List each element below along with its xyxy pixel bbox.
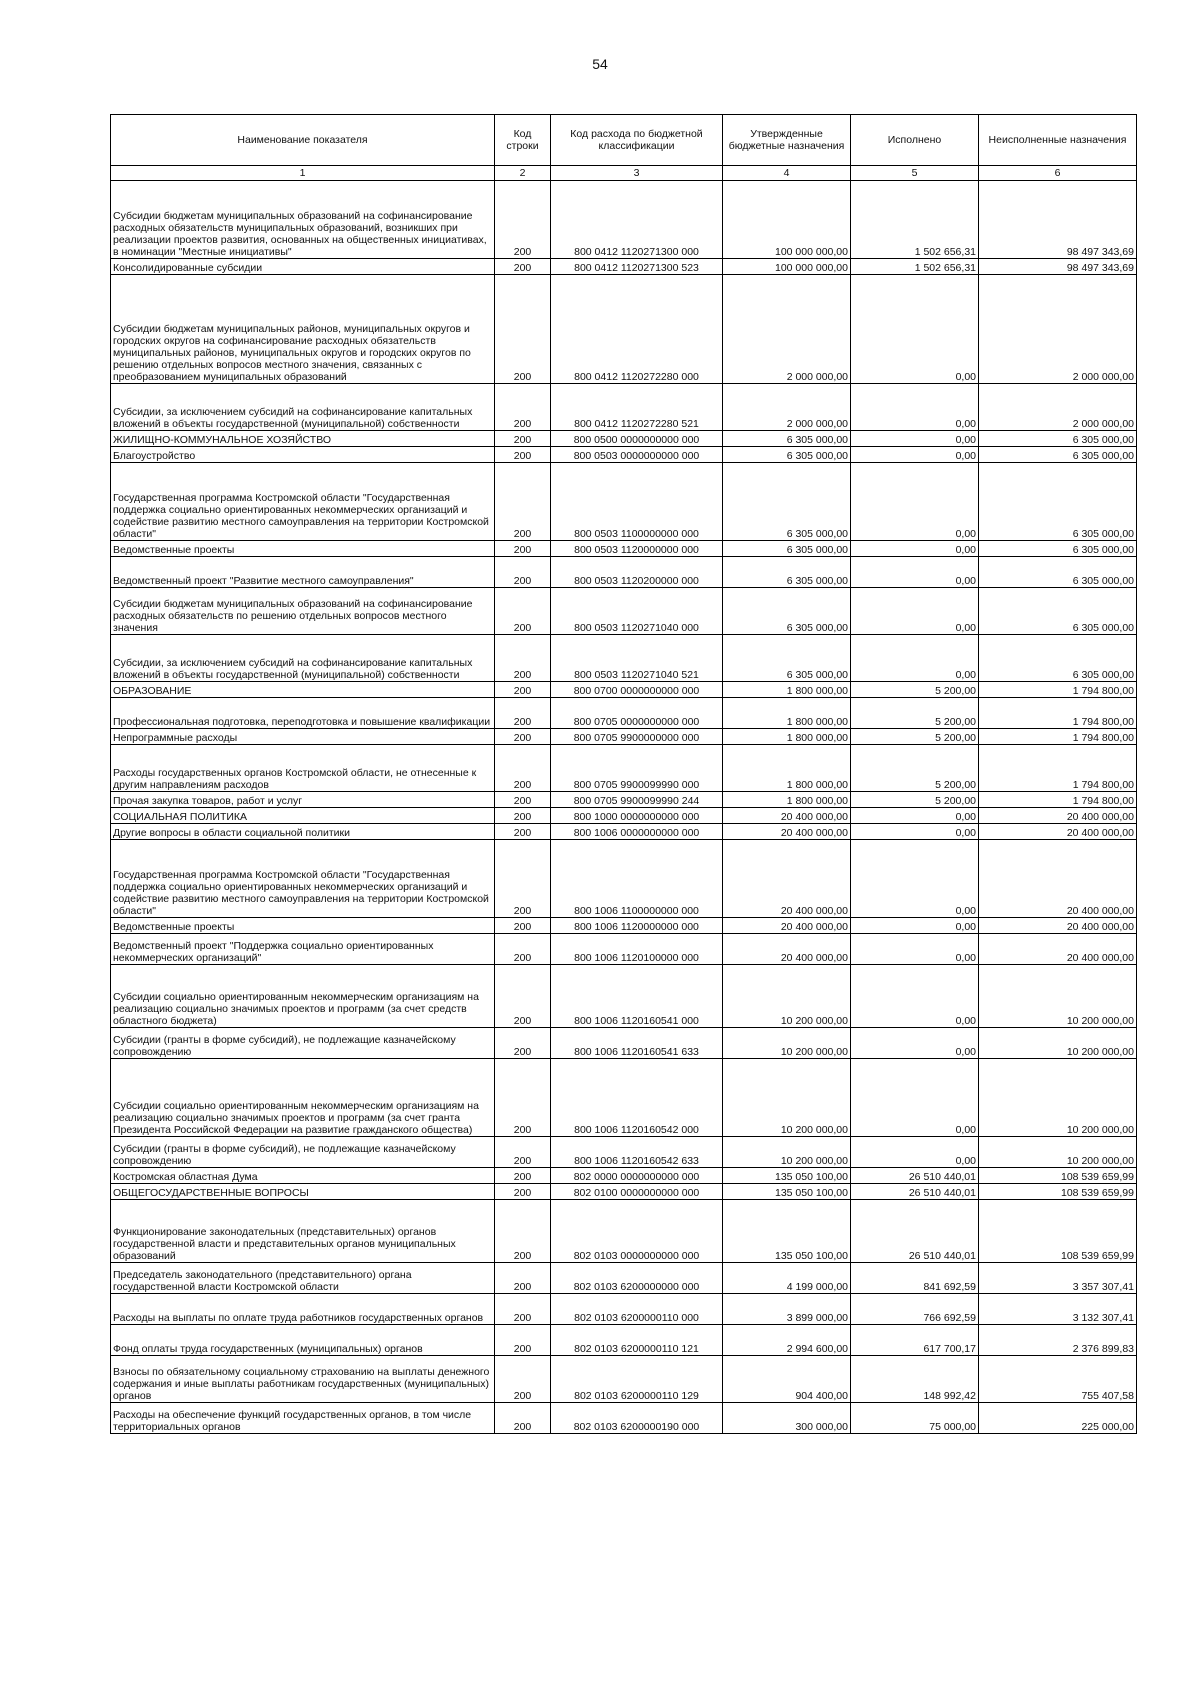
table-row	[111, 588, 1137, 635]
row-unexecuted: 1 794 800,00	[979, 745, 1137, 792]
row-executed: 617 700,17	[851, 1325, 979, 1356]
row-budget-code: 800 0503 1120200000 000	[551, 557, 723, 588]
row-executed: 0,00	[851, 808, 979, 824]
row-approved: 10 200 000,00	[723, 1059, 851, 1137]
page-number: 54	[592, 56, 608, 72]
row-name: Расходы на выплаты по оплате труда работников государственных органов	[111, 1294, 495, 1325]
table-row	[111, 682, 1137, 698]
row-executed: 841 692,59	[851, 1263, 979, 1294]
row-approved: 135 050 100,00	[723, 1184, 851, 1200]
row-budget-code: 800 0705 9900099990 244	[551, 792, 723, 808]
row-budget-code: 800 0503 1120271040 521	[551, 635, 723, 682]
row-line-code: 200	[495, 1263, 551, 1294]
row-unexecuted: 3 132 307,41	[979, 1294, 1137, 1325]
row-unexecuted: 10 200 000,00	[979, 965, 1137, 1028]
table-row	[111, 698, 1137, 729]
row-executed: 0,00	[851, 635, 979, 682]
row-name: Взносы по обязательному социальному страхованию на выплаты денежного содержания и иные выплаты работникам государственных (муниципальных) органов	[111, 1356, 495, 1403]
row-executed: 0,00	[851, 824, 979, 840]
table-row	[111, 808, 1137, 824]
row-line-code: 200	[495, 557, 551, 588]
header-row	[111, 115, 1137, 166]
row-budget-code: 800 1006 1100000000 000	[551, 840, 723, 918]
row-approved: 1 800 000,00	[723, 682, 851, 698]
table-row	[111, 1263, 1137, 1294]
row-name: Субсидии, за исключением субсидий на софинансирование капитальных вложений в объекты государственной (муниципальной) собственности	[111, 384, 495, 431]
row-name: Ведомственные проекты	[111, 918, 495, 934]
row-name: Субсидии, за исключением субсидий на софинансирование капитальных вложений в объекты государственной (муниципальной) собственности	[111, 635, 495, 682]
row-unexecuted: 10 200 000,00	[979, 1028, 1137, 1059]
row-executed: 26 510 440,01	[851, 1184, 979, 1200]
row-budget-code: 802 0103 6200000110 129	[551, 1356, 723, 1403]
row-line-code: 200	[495, 824, 551, 840]
row-unexecuted: 3 357 307,41	[979, 1263, 1137, 1294]
row-line-code: 200	[495, 635, 551, 682]
row-budget-code: 800 0503 1120000000 000	[551, 541, 723, 557]
row-approved: 3 899 000,00	[723, 1294, 851, 1325]
row-budget-code: 802 0103 6200000110 000	[551, 1294, 723, 1325]
row-line-code: 200	[495, 1168, 551, 1184]
row-executed: 26 510 440,01	[851, 1200, 979, 1263]
table-row	[111, 1200, 1137, 1263]
header-line-code: Код строки	[495, 115, 551, 166]
budget-execution-table	[110, 114, 1137, 1434]
row-approved: 300 000,00	[723, 1403, 851, 1434]
row-budget-code: 802 0103 6200000000 000	[551, 1263, 723, 1294]
row-line-code: 200	[495, 934, 551, 965]
row-executed: 0,00	[851, 1137, 979, 1168]
table-row	[111, 1168, 1137, 1184]
row-budget-code: 802 0100 0000000000 000	[551, 1184, 723, 1200]
row-budget-code: 800 0412 1120271300 000	[551, 181, 723, 259]
row-approved: 6 305 000,00	[723, 447, 851, 463]
row-line-code: 200	[495, 1356, 551, 1403]
row-executed: 0,00	[851, 1028, 979, 1059]
row-line-code: 200	[495, 1200, 551, 1263]
row-executed: 5 200,00	[851, 745, 979, 792]
row-approved: 20 400 000,00	[723, 824, 851, 840]
row-approved: 2 000 000,00	[723, 275, 851, 384]
row-executed: 1 502 656,31	[851, 259, 979, 275]
row-approved: 6 305 000,00	[723, 635, 851, 682]
table-row	[111, 1403, 1137, 1434]
row-budget-code: 802 0000 0000000000 000	[551, 1168, 723, 1184]
row-budget-code: 802 0103 0000000000 000	[551, 1200, 723, 1263]
row-line-code: 200	[495, 698, 551, 729]
row-budget-code: 800 0705 9900000000 000	[551, 729, 723, 745]
row-approved: 6 305 000,00	[723, 541, 851, 557]
row-executed: 0,00	[851, 918, 979, 934]
table-row	[111, 181, 1137, 259]
row-approved: 6 305 000,00	[723, 557, 851, 588]
row-unexecuted: 20 400 000,00	[979, 840, 1137, 918]
column-number: 2	[495, 166, 551, 181]
row-executed: 0,00	[851, 588, 979, 635]
row-name: Благоустройство	[111, 447, 495, 463]
row-executed: 0,00	[851, 447, 979, 463]
table-row	[111, 1137, 1137, 1168]
row-unexecuted: 6 305 000,00	[979, 447, 1137, 463]
row-budget-code: 800 1006 1120160542 633	[551, 1137, 723, 1168]
table-row	[111, 463, 1137, 541]
row-budget-code: 800 1006 1120160541 000	[551, 965, 723, 1028]
row-budget-code: 800 1006 1120000000 000	[551, 918, 723, 934]
row-budget-code: 800 1006 0000000000 000	[551, 824, 723, 840]
row-line-code: 200	[495, 181, 551, 259]
row-approved: 20 400 000,00	[723, 840, 851, 918]
row-name: ОБЩЕГОСУДАРСТВЕННЫЕ ВОПРОСЫ	[111, 1184, 495, 1200]
row-budget-code: 800 0503 1120271040 000	[551, 588, 723, 635]
row-unexecuted: 98 497 343,69	[979, 181, 1137, 259]
row-line-code: 200	[495, 682, 551, 698]
row-unexecuted: 108 539 659,99	[979, 1168, 1137, 1184]
row-executed: 5 200,00	[851, 698, 979, 729]
row-name: Непрограммные расходы	[111, 729, 495, 745]
row-unexecuted: 6 305 000,00	[979, 557, 1137, 588]
row-budget-code: 800 0503 0000000000 000	[551, 447, 723, 463]
row-executed: 0,00	[851, 934, 979, 965]
table-row	[111, 1184, 1137, 1200]
table-row	[111, 557, 1137, 588]
row-name: Костромская областная Дума	[111, 1168, 495, 1184]
row-line-code: 200	[495, 792, 551, 808]
table-row	[111, 965, 1137, 1028]
row-name: Государственная программа Костромской области "Государственная поддержка социально ориентированных некоммерческих организаций и содействие развитию местного самоуправления на территории Костромской области"	[111, 463, 495, 541]
column-number-row	[111, 166, 1137, 181]
row-approved: 6 305 000,00	[723, 431, 851, 447]
table-row	[111, 792, 1137, 808]
row-unexecuted: 755 407,58	[979, 1356, 1137, 1403]
row-unexecuted: 1 794 800,00	[979, 792, 1137, 808]
table-row	[111, 745, 1137, 792]
row-name: Прочая закупка товаров, работ и услуг	[111, 792, 495, 808]
header-budget-code: Код расхода по бюджетной классификации	[551, 115, 723, 166]
row-approved: 904 400,00	[723, 1356, 851, 1403]
row-unexecuted: 1 794 800,00	[979, 698, 1137, 729]
row-unexecuted: 2 376 899,83	[979, 1325, 1137, 1356]
row-approved: 20 400 000,00	[723, 918, 851, 934]
table-row	[111, 635, 1137, 682]
table-row	[111, 1294, 1137, 1325]
row-line-code: 200	[495, 431, 551, 447]
row-executed: 26 510 440,01	[851, 1168, 979, 1184]
table-row	[111, 840, 1137, 918]
row-line-code: 200	[495, 541, 551, 557]
row-name: Ведомственный проект "Развитие местного самоуправления"	[111, 557, 495, 588]
row-budget-code: 800 0412 1120272280 521	[551, 384, 723, 431]
row-approved: 1 800 000,00	[723, 698, 851, 729]
row-unexecuted: 6 305 000,00	[979, 635, 1137, 682]
row-approved: 1 800 000,00	[723, 745, 851, 792]
row-executed: 1 502 656,31	[851, 181, 979, 259]
row-line-code: 200	[495, 1184, 551, 1200]
column-number: 4	[723, 166, 851, 181]
row-line-code: 200	[495, 729, 551, 745]
table-row	[111, 259, 1137, 275]
row-unexecuted: 6 305 000,00	[979, 588, 1137, 635]
row-approved: 10 200 000,00	[723, 1028, 851, 1059]
row-name: Расходы государственных органов Костромской области, не отнесенные к другим направлениям расходов	[111, 745, 495, 792]
row-approved: 100 000 000,00	[723, 181, 851, 259]
row-line-code: 200	[495, 463, 551, 541]
row-executed: 0,00	[851, 463, 979, 541]
row-budget-code: 800 0705 0000000000 000	[551, 698, 723, 729]
table-row	[111, 824, 1137, 840]
row-approved: 20 400 000,00	[723, 808, 851, 824]
row-budget-code: 800 1006 1120160542 000	[551, 1059, 723, 1137]
header-executed: Исполнено	[851, 115, 979, 166]
table-row	[111, 541, 1137, 557]
row-budget-code: 800 1006 1120160541 633	[551, 1028, 723, 1059]
table-row	[111, 729, 1137, 745]
row-executed: 0,00	[851, 965, 979, 1028]
row-unexecuted: 2 000 000,00	[979, 384, 1137, 431]
row-executed: 148 992,42	[851, 1356, 979, 1403]
row-name: Председатель законодательного (представительного) органа государственной власти Костромской области	[111, 1263, 495, 1294]
row-approved: 4 199 000,00	[723, 1263, 851, 1294]
row-budget-code: 800 0412 1120271300 523	[551, 259, 723, 275]
row-unexecuted: 108 539 659,99	[979, 1200, 1137, 1263]
row-unexecuted: 20 400 000,00	[979, 824, 1137, 840]
row-unexecuted: 10 200 000,00	[979, 1059, 1137, 1137]
row-line-code: 200	[495, 808, 551, 824]
row-name: Субсидии (гранты в форме субсидий), не подлежащие казначейскому сопровождению	[111, 1137, 495, 1168]
row-line-code: 200	[495, 1403, 551, 1434]
row-name: Субсидии социально ориентированным некоммерческим организациям на реализацию социально значимых проектов и программ (за счет гранта Президента Российской Федерации на развитие гражданского общества)	[111, 1059, 495, 1137]
row-unexecuted: 6 305 000,00	[979, 541, 1137, 557]
column-number: 6	[979, 166, 1137, 181]
column-number: 5	[851, 166, 979, 181]
row-executed: 5 200,00	[851, 682, 979, 698]
row-name: Субсидии бюджетам муниципальных образований на софинансирование расходных обязательств муниципальных образований, возникших при реализации проектов развития, основанных на общественных инициативах, в номинации "Местные инициативы"	[111, 181, 495, 259]
row-name: Консолидированные субсидии	[111, 259, 495, 275]
row-approved: 10 200 000,00	[723, 1137, 851, 1168]
row-name: Функционирование законодательных (представительных) органов государственной власти и представительных органов муниципальных образований	[111, 1200, 495, 1263]
table-row	[111, 1356, 1137, 1403]
row-approved: 6 305 000,00	[723, 463, 851, 541]
row-line-code: 200	[495, 1059, 551, 1137]
row-approved: 20 400 000,00	[723, 934, 851, 965]
table-row	[111, 447, 1137, 463]
header-unexecuted: Неисполненные назначения	[979, 115, 1137, 166]
row-budget-code: 800 0503 1100000000 000	[551, 463, 723, 541]
column-number: 3	[551, 166, 723, 181]
row-name: Расходы на обеспечение функций государственных органов, в том числе территориальных органов	[111, 1403, 495, 1434]
row-name: Ведомственные проекты	[111, 541, 495, 557]
row-name: Субсидии (гранты в форме субсидий), не подлежащие казначейскому сопровождению	[111, 1028, 495, 1059]
row-name: Ведомственный проект "Поддержка социально ориентированных некоммерческих организаций"	[111, 934, 495, 965]
row-line-code: 200	[495, 840, 551, 918]
row-name: ОБРАЗОВАНИЕ	[111, 682, 495, 698]
row-name: Субсидии бюджетам муниципальных районов, муниципальных округов и городских округов на софинансирование расходных обязательств муниципальных районов, муниципальных округов и городских округов по решению отдельных вопросов местного значения, связанных с преобразованием муниципальных образований	[111, 275, 495, 384]
row-executed: 0,00	[851, 541, 979, 557]
row-approved: 2 000 000,00	[723, 384, 851, 431]
row-unexecuted: 6 305 000,00	[979, 463, 1137, 541]
row-name: СОЦИАЛЬНАЯ ПОЛИТИКА	[111, 808, 495, 824]
row-name: Субсидии бюджетам муниципальных образований на софинансирование расходных обязательств по решению отдельных вопросов местного значения	[111, 588, 495, 635]
row-approved: 135 050 100,00	[723, 1200, 851, 1263]
row-unexecuted: 1 794 800,00	[979, 729, 1137, 745]
row-budget-code: 800 1006 1120100000 000	[551, 934, 723, 965]
row-unexecuted: 20 400 000,00	[979, 808, 1137, 824]
row-line-code: 200	[495, 588, 551, 635]
row-name: Профессиональная подготовка, переподготовка и повышение квалификации	[111, 698, 495, 729]
row-unexecuted: 225 000,00	[979, 1403, 1137, 1434]
row-approved: 1 800 000,00	[723, 792, 851, 808]
row-line-code: 200	[495, 447, 551, 463]
row-line-code: 200	[495, 384, 551, 431]
row-executed: 0,00	[851, 557, 979, 588]
row-line-code: 200	[495, 1325, 551, 1356]
table-row	[111, 1028, 1137, 1059]
table-row	[111, 275, 1137, 384]
row-line-code: 200	[495, 1028, 551, 1059]
row-unexecuted: 1 794 800,00	[979, 682, 1137, 698]
row-approved: 10 200 000,00	[723, 965, 851, 1028]
row-unexecuted: 2 000 000,00	[979, 275, 1137, 384]
row-unexecuted: 10 200 000,00	[979, 1137, 1137, 1168]
row-line-code: 200	[495, 745, 551, 792]
row-line-code: 200	[495, 918, 551, 934]
column-number: 1	[111, 166, 495, 181]
header-approved: Утвержденные бюджетные назначения	[723, 115, 851, 166]
row-line-code: 200	[495, 1137, 551, 1168]
row-budget-code: 802 0103 6200000110 121	[551, 1325, 723, 1356]
table-row	[111, 431, 1137, 447]
table-row	[111, 934, 1137, 965]
row-executed: 5 200,00	[851, 729, 979, 745]
header-name: Наименование показателя	[111, 115, 495, 166]
table-body	[111, 181, 1137, 1434]
row-executed: 5 200,00	[851, 792, 979, 808]
row-budget-code: 800 1000 0000000000 000	[551, 808, 723, 824]
row-line-code: 200	[495, 259, 551, 275]
row-unexecuted: 6 305 000,00	[979, 431, 1137, 447]
row-executed: 0,00	[851, 431, 979, 447]
row-name: Субсидии социально ориентированным некоммерческим организациям на реализацию социально значимых проектов и программ (за счет средств областного бюджета)	[111, 965, 495, 1028]
row-name: ЖИЛИЩНО-КОММУНАЛЬНОЕ ХОЗЯЙСТВО	[111, 431, 495, 447]
row-approved: 6 305 000,00	[723, 588, 851, 635]
row-approved: 2 994 600,00	[723, 1325, 851, 1356]
row-unexecuted: 108 539 659,99	[979, 1184, 1137, 1200]
row-name: Фонд оплаты труда государственных (муниципальных) органов	[111, 1325, 495, 1356]
table-row	[111, 1059, 1137, 1137]
row-executed: 0,00	[851, 275, 979, 384]
row-name: Государственная программа Костромской области "Государственная поддержка социально ориентированных некоммерческих организаций и содействие развитию местного самоуправления на территории Костромской области"	[111, 840, 495, 918]
row-executed: 766 692,59	[851, 1294, 979, 1325]
row-budget-code: 800 0705 9900099990 000	[551, 745, 723, 792]
row-line-code: 200	[495, 275, 551, 384]
row-line-code: 200	[495, 1294, 551, 1325]
row-unexecuted: 20 400 000,00	[979, 934, 1137, 965]
row-approved: 135 050 100,00	[723, 1168, 851, 1184]
row-unexecuted: 98 497 343,69	[979, 259, 1137, 275]
table-row	[111, 1325, 1137, 1356]
table-row	[111, 384, 1137, 431]
row-executed: 0,00	[851, 1059, 979, 1137]
table-row	[111, 918, 1137, 934]
row-line-code: 200	[495, 965, 551, 1028]
row-budget-code: 800 0500 0000000000 000	[551, 431, 723, 447]
row-executed: 75 000,00	[851, 1403, 979, 1434]
row-executed: 0,00	[851, 840, 979, 918]
row-unexecuted: 20 400 000,00	[979, 918, 1137, 934]
row-budget-code: 802 0103 6200000190 000	[551, 1403, 723, 1434]
row-executed: 0,00	[851, 384, 979, 431]
row-budget-code: 800 0412 1120272280 000	[551, 275, 723, 384]
row-approved: 100 000 000,00	[723, 259, 851, 275]
row-approved: 1 800 000,00	[723, 729, 851, 745]
row-name: Другие вопросы в области социальной политики	[111, 824, 495, 840]
row-budget-code: 800 0700 0000000000 000	[551, 682, 723, 698]
